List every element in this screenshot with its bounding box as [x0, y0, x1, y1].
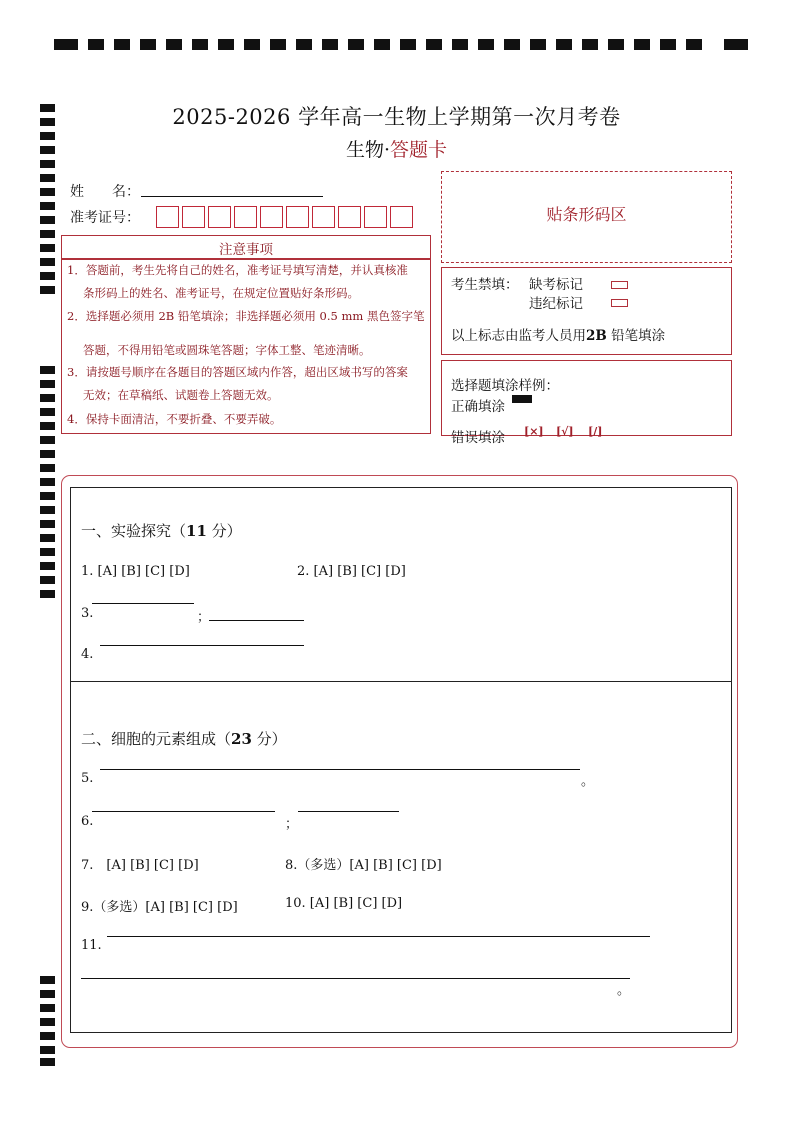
question-11-blank-1[interactable]: [107, 936, 650, 937]
proctor-label: 考生禁填：: [451, 277, 519, 293]
question-8-options[interactable]: 8.（多选）[A] [B] [C] [D]: [285, 858, 442, 873]
exam-id-cell[interactable]: [182, 206, 205, 228]
wrong-mark-check: [√]: [556, 425, 574, 438]
exam-id-cell[interactable]: [286, 206, 309, 228]
question-9-options[interactable]: 9.（多选）[A] [B] [C] [D]: [81, 900, 238, 915]
exam-id-cell[interactable]: [208, 206, 231, 228]
subtitle-subject: 生物·: [345, 139, 391, 161]
question-5-blank[interactable]: [100, 769, 580, 770]
question-3-blank-2[interactable]: [209, 620, 304, 621]
barcode-label: 贴条形码区: [546, 205, 627, 224]
question-4-number: 4.: [81, 647, 94, 662]
absent-mark-box[interactable]: [611, 281, 628, 289]
violation-mark-box[interactable]: [611, 299, 628, 307]
section-1-score: 11: [186, 522, 207, 540]
correct-fill-mark: [512, 395, 532, 403]
exam-id-cell[interactable]: [312, 206, 335, 228]
exam-id-cell[interactable]: [156, 206, 179, 228]
question-3-number: 3.: [81, 606, 94, 621]
question-5-number: 5.: [81, 771, 94, 786]
page-subtitle: [0, 135, 793, 162]
question-3-separator: ；: [197, 610, 211, 625]
question-4-blank[interactable]: [100, 645, 304, 646]
exam-id-cell[interactable]: [338, 206, 361, 228]
name-field[interactable]: [141, 196, 323, 197]
exam-id-cell[interactable]: [260, 206, 283, 228]
question-11-blank-2[interactable]: [81, 978, 630, 979]
exam-id-cell[interactable]: [390, 206, 413, 228]
sample-wrong-label: 错误填涂: [451, 430, 505, 446]
proctor-note-bold: 2B: [586, 328, 607, 344]
question-10-options[interactable]: 10. [A] [B] [C] [D]: [285, 896, 403, 911]
question-5-end: 。: [581, 774, 595, 789]
section-2-title-text: 二、细胞的元素组成（: [81, 730, 232, 748]
question-1-options[interactable]: 1. [A] [B] [C] [D]: [81, 564, 190, 579]
notice-item: 4．保持卡面清洁，不要折叠、不要弄破。: [67, 412, 282, 426]
subtitle-answer-card: 答题卡: [390, 139, 448, 161]
notice-item: 条形码上的姓名、准考证号，在规定位置贴好条形码。: [83, 286, 359, 300]
question-6-separator: ；: [285, 817, 299, 832]
notice-item: 2．选择题必须用 2B 铅笔填涂；非选择题必须用 0.5 mm 黑色签字笔: [67, 309, 425, 323]
sample-title: 选择题填涂样例：: [451, 378, 559, 394]
section-2-score: 23: [231, 730, 252, 748]
page-title: 2025-2026 学年高一生物上学期第一次月考卷: [172, 105, 621, 129]
name-label: 姓 名：: [70, 184, 140, 200]
exam-id-label: 准考证号：: [70, 210, 140, 226]
proctor-note-suffix: 铅笔填涂: [611, 328, 666, 344]
section-2-title-end: 分）: [251, 730, 287, 748]
wrong-mark-cross: [×]: [524, 425, 544, 438]
section-1-title-text: 一、实验探究（: [81, 522, 187, 540]
question-6-blank-2[interactable]: [298, 811, 399, 812]
notice-item: 3．请按题号顺序在各题目的答题区域内作答，超出区域书写的答案: [67, 365, 408, 379]
sample-correct-label: 正确填涂: [451, 399, 505, 415]
violation-mark-label: 违纪标记: [529, 296, 583, 312]
question-6-number: 6.: [81, 814, 94, 829]
notice-item: 1．答题前，考生先将自己的姓名，准考证号填写清楚，并认真核准: [67, 263, 408, 277]
proctor-note: [451, 324, 665, 344]
question-3-blank-1[interactable]: [92, 603, 194, 604]
notice-item: 无效；在草稿纸、试题卷上答题无效。: [83, 388, 279, 402]
absent-mark-label: 缺考标记: [529, 277, 583, 293]
question-6-blank-1[interactable]: [92, 811, 275, 812]
question-2-options[interactable]: 2. [A] [B] [C] [D]: [297, 564, 406, 579]
notice-title: 注意事项: [219, 242, 273, 258]
section-1-box: [70, 487, 732, 682]
question-11-end: 。: [617, 983, 631, 998]
proctor-note-prefix: 以上标志由监考人员用: [451, 328, 586, 344]
section-1-title-end: 分）: [206, 522, 242, 540]
wrong-mark-slash: [∕]: [588, 425, 603, 438]
section-1-title: [81, 520, 242, 541]
exam-id-cell[interactable]: [234, 206, 257, 228]
section-2-title: [81, 728, 287, 749]
notice-item: 答题，不得用铅笔或圆珠笔答题；字体工整、笔迹清晰。: [83, 343, 371, 357]
exam-id-cell[interactable]: [364, 206, 387, 228]
question-7-options[interactable]: 7. [A] [B] [C] [D]: [81, 858, 199, 873]
question-11-number: 11.: [81, 938, 102, 953]
